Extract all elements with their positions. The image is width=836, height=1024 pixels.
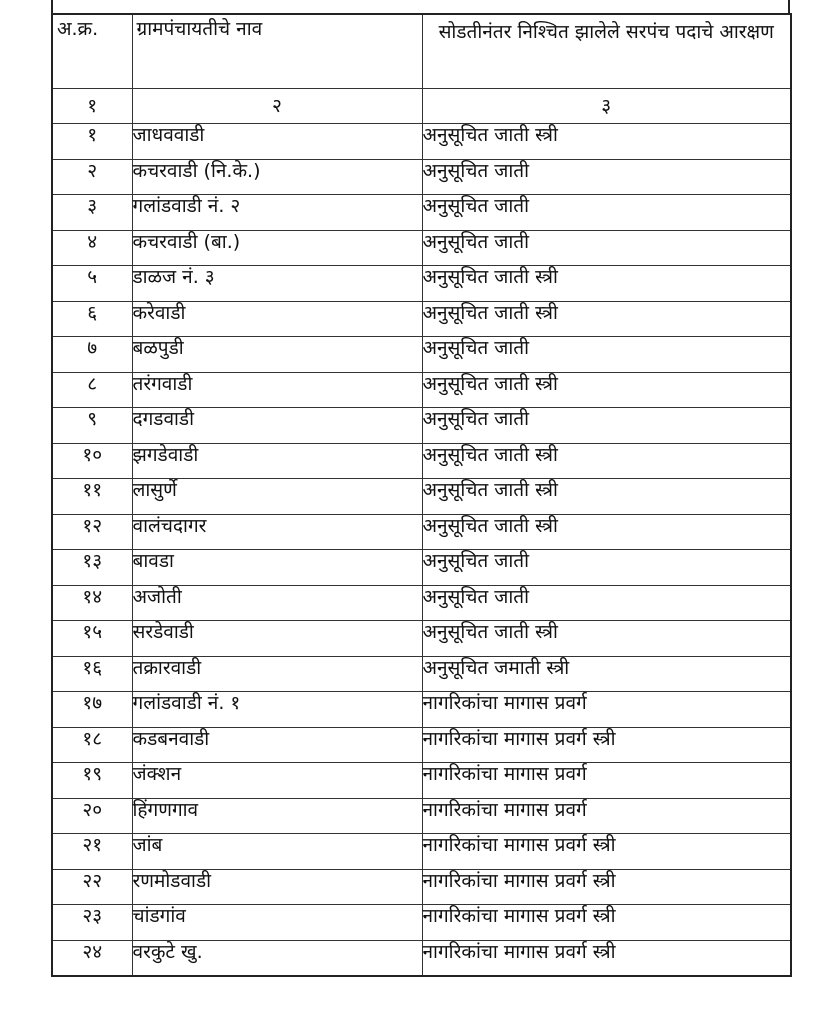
village-name-cell: रणमोडवाडी: [132, 869, 422, 905]
reservation-cell: अनुसूचित जाती: [422, 408, 791, 444]
column-number: १: [52, 89, 132, 124]
table-row: [52, 230, 791, 266]
serial-number-cell: ९: [52, 408, 132, 444]
reservation-cell: अनुसूचित जाती: [422, 159, 791, 195]
reservation-cell: अनुसूचित जाती स्त्री: [422, 479, 791, 515]
serial-number-cell: २०: [52, 798, 132, 834]
serial-number-cell: १२: [52, 514, 132, 550]
table-row: [52, 869, 791, 905]
reservation-cell: अनुसूचित जाती स्त्री: [422, 266, 791, 302]
table-row: [52, 798, 791, 834]
village-name-cell: हिंगणगाव: [132, 798, 422, 834]
reservation-cell: अनुसूचित जाती: [422, 195, 791, 231]
village-name-cell: लासुर्णे: [132, 479, 422, 515]
table-row: [52, 124, 791, 160]
reservation-cell: अनुसूचित जाती स्त्री: [422, 514, 791, 550]
serial-number-cell: २: [52, 159, 132, 195]
village-name-cell: झगडेवाडी: [132, 443, 422, 479]
reservation-cell: नागरिकांचा मागास प्रवर्ग स्त्री: [422, 905, 791, 941]
village-name-cell: वालंचदागर: [132, 514, 422, 550]
serial-number-cell: १: [52, 124, 132, 160]
table-row: [52, 550, 791, 586]
table-row: [52, 443, 791, 479]
reservation-cell: नागरिकांचा मागास प्रवर्ग स्त्री: [422, 869, 791, 905]
reservation-cell: अनुसूचित जाती: [422, 230, 791, 266]
serial-number-cell: ११: [52, 479, 132, 515]
reservation-cell: नागरिकांचा मागास प्रवर्ग स्त्री: [422, 940, 791, 976]
table-row: [52, 621, 791, 657]
table-row: [52, 372, 791, 408]
village-name-cell: जाधववाडी: [132, 124, 422, 160]
table-row: [52, 763, 791, 799]
village-name-cell: चांडगांव: [132, 905, 422, 941]
reservation-cell: अनुसूचित जाती स्त्री: [422, 621, 791, 657]
table-row: [52, 834, 791, 870]
table-row: [52, 905, 791, 941]
reservation-cell: अनुसूचित जाती: [422, 585, 791, 621]
serial-number-cell: ५: [52, 266, 132, 302]
serial-number-cell: ३: [52, 195, 132, 231]
reservation-cell: अनुसूचित जमाती स्त्री: [422, 656, 791, 692]
table-row: [52, 266, 791, 302]
header-serial: अ.क्र.: [52, 14, 132, 89]
serial-number-cell: १३: [52, 550, 132, 586]
column-number: ३: [422, 89, 791, 124]
serial-number-cell: १६: [52, 656, 132, 692]
village-name-cell: तक्रारवाडी: [132, 656, 422, 692]
column-number: २: [132, 89, 422, 124]
village-name-cell: अजोती: [132, 585, 422, 621]
serial-number-cell: ८: [52, 372, 132, 408]
village-name-cell: सरडेवाडी: [132, 621, 422, 657]
reservation-cell: नागरिकांचा मागास प्रवर्ग: [422, 763, 791, 799]
table-row: [52, 301, 791, 337]
table-top-edge: [51, 0, 790, 14]
reservation-cell: नागरिकांचा मागास प्रवर्ग स्त्री: [422, 727, 791, 763]
reservation-cell: अनुसूचित जाती: [422, 550, 791, 586]
serial-number-cell: २४: [52, 940, 132, 976]
table-row: [52, 408, 791, 444]
serial-number-cell: २१: [52, 834, 132, 870]
serial-number-cell: ६: [52, 301, 132, 337]
reservation-cell: नागरिकांचा मागास प्रवर्ग: [422, 798, 791, 834]
village-name-cell: कचरवाडी (बा.): [132, 230, 422, 266]
village-name-cell: वरकुटे खु.: [132, 940, 422, 976]
village-name-cell: बळपुडी: [132, 337, 422, 373]
village-name-cell: जांब: [132, 834, 422, 870]
reservation-table: [51, 13, 792, 977]
village-name-cell: करेवाडी: [132, 301, 422, 337]
serial-number-cell: १०: [52, 443, 132, 479]
table-row: [52, 692, 791, 728]
header-village-name: ग्रामपंचायतीचे नाव: [132, 14, 422, 89]
table-row: [52, 727, 791, 763]
village-name-cell: गलांडवाडी नं. १: [132, 692, 422, 728]
table-row: [52, 940, 791, 976]
village-name-cell: जंक्शन: [132, 763, 422, 799]
table-row: [52, 479, 791, 515]
serial-number-cell: १७: [52, 692, 132, 728]
column-number-row: [52, 89, 791, 124]
reservation-cell: अनुसूचित जाती स्त्री: [422, 443, 791, 479]
village-name-cell: कचरवाडी (नि.के.): [132, 159, 422, 195]
serial-number-cell: ७: [52, 337, 132, 373]
serial-number-cell: १९: [52, 763, 132, 799]
village-name-cell: दगडवाडी: [132, 408, 422, 444]
table-row: [52, 159, 791, 195]
village-name-cell: बावडा: [132, 550, 422, 586]
reservation-cell: नागरिकांचा मागास प्रवर्ग: [422, 692, 791, 728]
reservation-cell: अनुसूचित जाती: [422, 337, 791, 373]
reservation-cell: अनुसूचित जाती स्त्री: [422, 372, 791, 408]
village-name-cell: गलांडवाडी नं. २: [132, 195, 422, 231]
table-row: [52, 195, 791, 231]
reservation-cell: अनुसूचित जाती स्त्री: [422, 124, 791, 160]
serial-number-cell: १५: [52, 621, 132, 657]
table-row: [52, 337, 791, 373]
table-header-row: [52, 14, 791, 89]
reservation-cell: अनुसूचित जाती स्त्री: [422, 301, 791, 337]
village-name-cell: कडबनवाडी: [132, 727, 422, 763]
reservation-cell: नागरिकांचा मागास प्रवर्ग स्त्री: [422, 834, 791, 870]
serial-number-cell: १४: [52, 585, 132, 621]
table-row: [52, 585, 791, 621]
serial-number-cell: २२: [52, 869, 132, 905]
serial-number-cell: २३: [52, 905, 132, 941]
village-name-cell: डाळज नं. ३: [132, 266, 422, 302]
table-row: [52, 656, 791, 692]
header-reservation: सोडतीनंतर निश्चित झालेले सरपंच पदाचे आरक्षण: [422, 14, 791, 89]
village-name-cell: तरंगवाडी: [132, 372, 422, 408]
table-row: [52, 514, 791, 550]
serial-number-cell: ४: [52, 230, 132, 266]
serial-number-cell: १८: [52, 727, 132, 763]
